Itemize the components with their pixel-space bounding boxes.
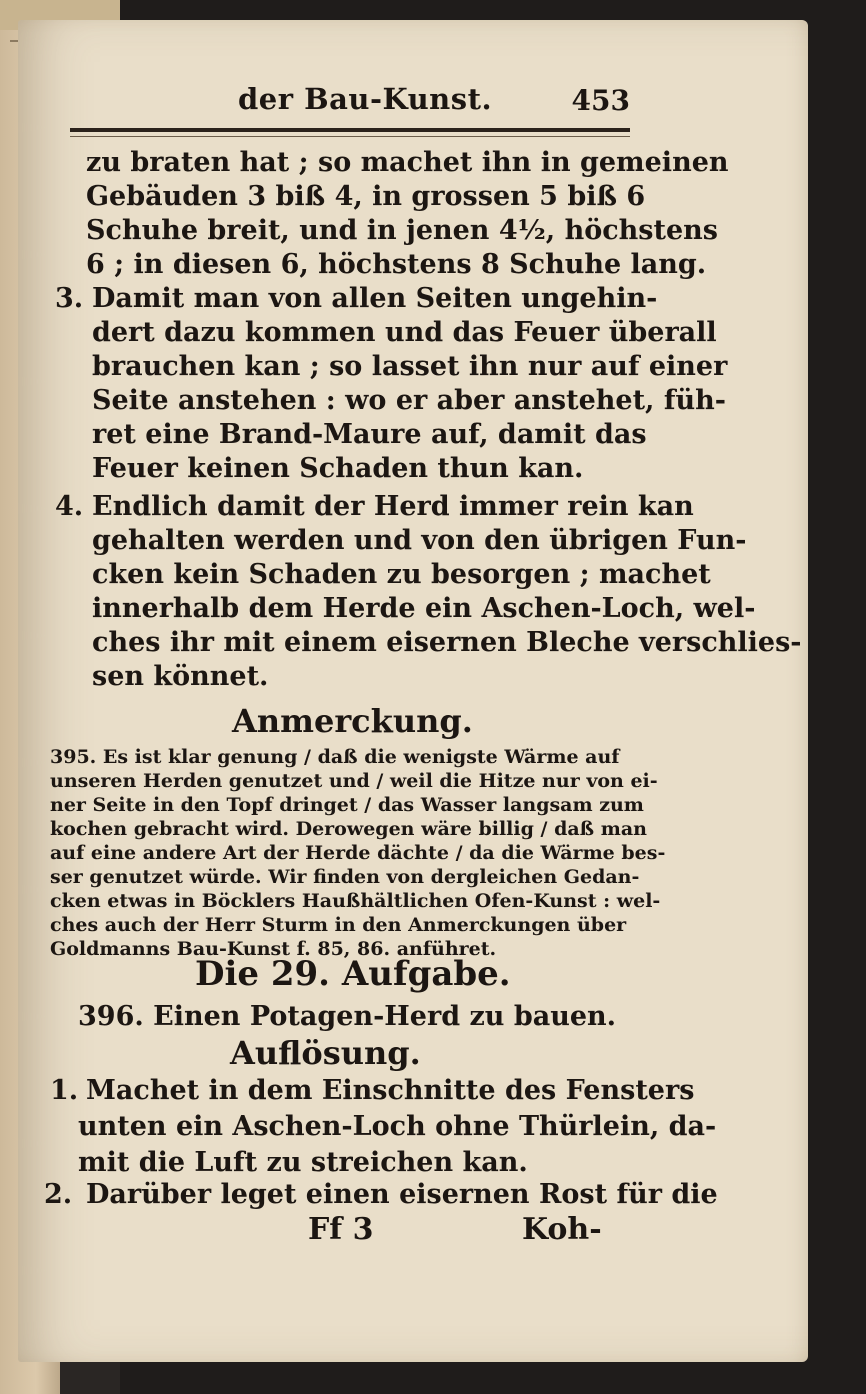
item-number: 4. (55, 491, 84, 522)
list-item-4 (50, 490, 802, 700)
note-line: kochen gebracht wird. Derowegen wäre billig / daß man (50, 818, 647, 840)
text-line: zu braten hat ; so machet ihn in gemeinen (86, 147, 729, 178)
note-line: ches auch der Herr Sturm in den Anmerckungen über (50, 914, 627, 936)
catchword: Koh- (522, 1212, 602, 1247)
note-line: unseren Herden genutzet und / weil die Hitze nur von ei- (50, 770, 658, 792)
solution-item-1 (50, 1074, 717, 1184)
note-line: cken etwas in Böcklers Haußhältlichen Ofen-Kunst : wel- (50, 890, 661, 912)
running-title: der Bau-Kunst. (238, 82, 493, 116)
text-line: Machet in dem Einschnitte des Fensters (86, 1075, 695, 1106)
text-line: unten ein Aschen-Loch ohne Thürlein, da- (78, 1111, 717, 1142)
task-heading: Die 29. Aufgabe. (195, 954, 511, 994)
note-line: auf eine andere Art der Herde dächte / da die Wärme bes- (50, 842, 666, 864)
text-line: mit die Luft zu streichen kan. (78, 1147, 528, 1178)
item-number: 1. (50, 1075, 79, 1106)
note-line: Goldmanns Bau-Kunst f. 85, 86. anführet. (50, 938, 497, 960)
solution-heading: Auflösung. (230, 1034, 421, 1072)
section-heading: Anmerckung. (232, 702, 473, 740)
text-line: gehalten werden und von den übrigen Fun- (92, 525, 747, 556)
task-statement: 396. Einen Potagen-Herd zu bauen. (78, 1001, 617, 1032)
note-line: ner Seite in den Topf dringet / das Wasser langsam zum (50, 794, 644, 816)
header-rule (70, 128, 630, 132)
text-line: Gebäuden 3 biß 4, in grossen 5 biß 6 (86, 181, 646, 212)
signature-mark: Ff 3 (308, 1212, 374, 1247)
text-line: Feuer keinen Schaden thun kan. (92, 453, 584, 484)
text-line: brauchen kan ; so lasset ihn nur auf einer (92, 351, 728, 382)
text-line: innerhalb dem Herde ein Aschen-Loch, wel- (92, 593, 756, 624)
text-line: Darüber leget einen eisernen Rost für die (86, 1179, 718, 1210)
text-line: ret eine Brand-Maure auf, damit das (92, 419, 647, 450)
page-header (70, 82, 630, 128)
text-line: 6 ; in diesen 6, höchstens 8 Schuhe lang. (86, 249, 707, 280)
text-line: sen könnet. (92, 661, 269, 692)
text-line: Endlich damit der Herd immer rein kan (92, 491, 694, 522)
paragraph-continuation (50, 146, 729, 286)
item-number: 3. (55, 283, 84, 314)
text-line: Damit man von allen Seiten ungehin- (92, 283, 658, 314)
note-line: 395. Es ist klar genung / daß die wenigste Wärme auf (50, 746, 620, 768)
text-line: Seite anstehen : wo er aber anstehet, füh- (92, 385, 726, 416)
text-line: dert dazu kommen und das Feuer überall (92, 317, 717, 348)
note-line: ser genutzet würde. Wir finden von dergleichen Gedan- (50, 866, 640, 888)
page-number: 453 (571, 84, 630, 117)
text-line: Schuhe breit, und in jenen 4½, höchstens (86, 215, 718, 246)
note-block (50, 745, 666, 965)
text-line: cken kein Schaden zu besorgen ; machet (92, 559, 711, 590)
list-item-3 (50, 282, 728, 492)
item-number: 2. (44, 1179, 73, 1210)
text-line: ches ihr mit einem eisernen Bleche verschlies- (92, 627, 802, 658)
header-rule-thin (70, 136, 630, 137)
